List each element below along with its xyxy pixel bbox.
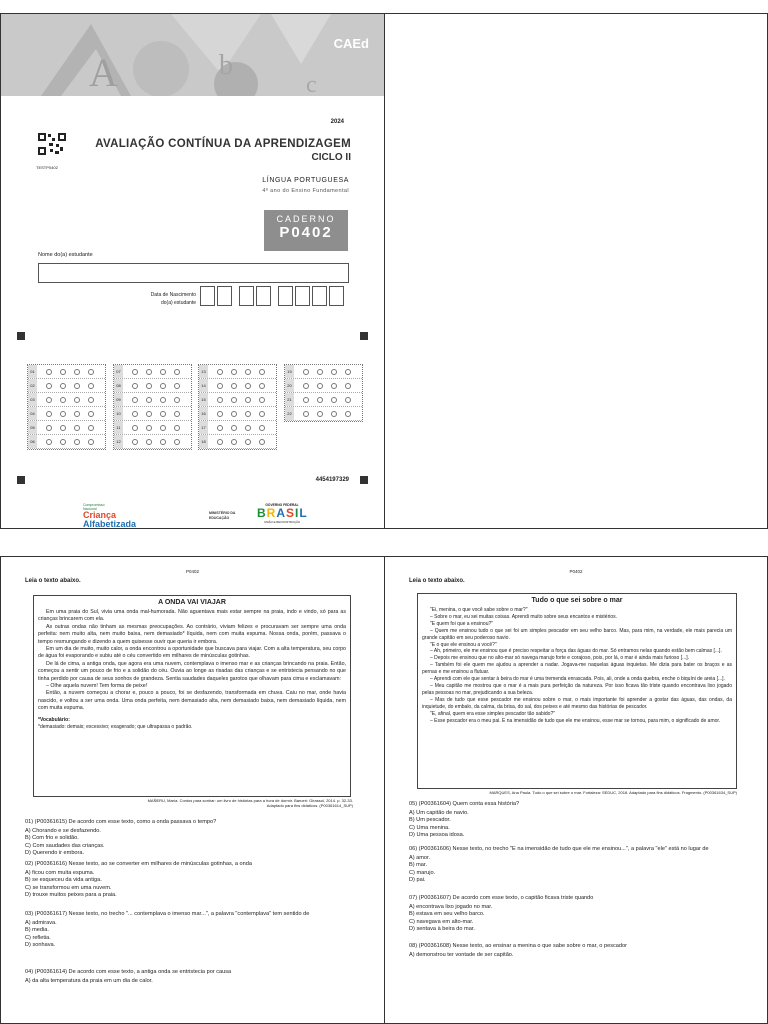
question-number: 12 (114, 435, 123, 448)
answer-bubble[interactable] (60, 425, 66, 431)
paragraph: – Meu capitão me mostrou que o mar é a mais pura perfeição da natureza. Por isso ficava tão triste quando encontrava lixo jogado pelas pessoas no mar, prejudicando a sua beleza. (422, 682, 732, 696)
gov-slogan: UNIÃO E RECONSTRUÇÃO (263, 520, 301, 524)
answer-bubble[interactable] (160, 369, 166, 375)
paragraph: – Sobre o mar, eu sei muitas coisas. Aprendi muito sobre seus encantos e mistérios. (430, 613, 618, 620)
answer-bubble[interactable] (345, 397, 351, 403)
question-stem: 06) (P00361606) Nesse texto, no trecho "E na imensidão de tudo que ele me ensinou...", a palavra "ele" está no lugar de (409, 846, 709, 852)
ministry-line1: MINISTÉRIO DA (209, 511, 236, 515)
question-stem: 05) (P00361604) Quem conta essa história? (409, 801, 520, 807)
question-number: 19 (285, 365, 294, 378)
text-source: MARQUES, Ana Paula. Tudo o que sei sobre o mar. Fortaleza: SEDUC, 2018. Adaptado para fins didáticos. Fragmento. (P00361634_SUP) (489, 790, 737, 795)
answer-bubble[interactable] (217, 383, 223, 389)
answer-bubble[interactable] (132, 397, 138, 403)
answer-option[interactable]: C) Com saudades das crianças. (25, 842, 105, 849)
answer-option[interactable]: B) estava em seu velho barco. (409, 911, 485, 918)
booklet-badge-label: CADERNO (276, 214, 336, 224)
question-number: 20 (285, 379, 294, 392)
answer-option[interactable]: B) media. (25, 927, 49, 934)
cover-page (0, 13, 385, 529)
answer-row (28, 379, 105, 393)
question-number: 02 (28, 379, 37, 392)
answer-option[interactable]: A) Um capitão de navio. (409, 809, 469, 816)
answer-bubble[interactable] (174, 439, 180, 445)
page-code: P0402 (185, 569, 199, 574)
booklet-badge-code: P0402 (279, 224, 333, 241)
paragraph: – Quem me ensinou tudo o que sei foi um simples pescador em seu velho barco. Mas, para mim, na verdade, ele mais parecia um grande capitão em seu poderoso navio. (422, 627, 732, 641)
answer-option[interactable]: C) refletia. (25, 934, 51, 941)
question-item (25, 911, 365, 950)
answer-bubble[interactable] (46, 369, 52, 375)
question-number: 08 (114, 379, 123, 392)
answer-column (27, 364, 106, 450)
answer-bubble[interactable] (303, 369, 309, 375)
answer-row (28, 435, 105, 449)
answer-bubble[interactable] (146, 425, 152, 431)
cover-banner (1, 14, 385, 96)
answer-bubble[interactable] (146, 369, 152, 375)
paragraph: Em uma praia do Sul, vivia uma onda mal-humorada. Não aguentava mais estar sempre na praia, indo e vindo, só para as crianças brincarem com ela. (38, 609, 346, 623)
answer-bubble[interactable] (88, 383, 94, 389)
answer-bubble[interactable] (88, 411, 94, 417)
answer-bubble[interactable] (317, 383, 323, 389)
answer-option[interactable]: A) amor. (409, 854, 431, 861)
answer-option[interactable]: D) trouxe muitos peixes para a praia. (25, 892, 117, 899)
answer-bubble[interactable] (259, 369, 265, 375)
dob-year-digit-4[interactable] (329, 286, 344, 306)
answer-bubble[interactable] (259, 439, 265, 445)
reading-text-box (417, 593, 737, 789)
paragraph: As outras ondas não tinham as mesmas preocupações. Ao contrário, viviam felizes e procuravam ser sempre uma onda perfeita: nem muito alta, nem muito baixa, nem demasiado* líquida, nem com muita espuma. Nossa onda, porém, passava o tempo resmungando e dizendo a quem quisesse ouvir que queria ir embora. (38, 623, 346, 645)
answer-row (28, 393, 105, 407)
gov-label: GOVERNO FEDERAL (265, 503, 299, 507)
dob-day-digit-2[interactable] (217, 286, 232, 306)
text-body (38, 609, 346, 713)
answer-option[interactable]: B) mar. (409, 862, 428, 869)
dob-year-digit-1[interactable] (278, 286, 293, 306)
answer-bubble[interactable] (317, 411, 323, 417)
question-item (25, 819, 365, 858)
dob-label-line2: do(a) estudante (160, 300, 196, 306)
reading-page-2 (384, 556, 768, 1024)
paragraph: – Olhe aquela nuvem! Tem forma de peixe! (46, 683, 148, 690)
answer-bubble[interactable] (217, 425, 223, 431)
program-name2: Alfabetizada (83, 519, 137, 529)
answer-bubble[interactable] (46, 439, 52, 445)
grade-label: 4º ano do Ensino Fundamental (262, 188, 349, 194)
governo-federal-logo (257, 503, 307, 524)
answer-row (199, 365, 276, 379)
program-line2: Nacional (83, 507, 97, 511)
question-stem: 08) (P00361608) Nesse texto, ao ensinar a menina o que sabe sobre o mar, o pescador (409, 943, 627, 949)
question-number: 14 (199, 379, 208, 392)
svg-text:A: A (89, 50, 118, 95)
answer-column (284, 364, 363, 422)
answer-bubble[interactable] (74, 411, 80, 417)
alignment-mark (360, 476, 368, 484)
answer-bubble[interactable] (60, 369, 66, 375)
question-number: 16 (199, 407, 208, 420)
answer-row (285, 407, 362, 421)
paragraph: – Ah, primeiro, ele me ensinou que é preciso respeitar a força das águas do mar. Só entramos nelas quando estão bem calmas [...]. (430, 648, 722, 655)
text-source-line2: Adaptado para fins didáticos. (P00361614_SUP) (266, 803, 353, 808)
answer-bubble[interactable] (245, 397, 251, 403)
question-number: 22 (285, 407, 294, 420)
paragraph: – Aprendi com ele que sentar à beira do mar é uma tremenda enrascada. Pois, ali, onde a onda quebra, enche o biquíni de areia [...]. (430, 676, 725, 683)
answer-row (114, 365, 191, 379)
question-item (25, 969, 365, 985)
question-number: 17 (199, 421, 208, 434)
question-number: 09 (114, 393, 123, 406)
answer-bubble[interactable] (174, 411, 180, 417)
paragraph: "E, afinal, quem era esse simples pescador tão sabido?" (430, 710, 556, 717)
answer-bubble[interactable] (160, 411, 166, 417)
paragraph: – Também foi ele quem me ajudou a aprender a nadar. Jogava-me naquelas águas inquietas. Me dizia para bater os braços e as pernas e me ensinou a flutuar. (422, 662, 732, 676)
answer-bubble[interactable] (345, 369, 351, 375)
answer-option[interactable]: D) Uma pessoa idosa. (409, 832, 465, 839)
question-stem: 07) (P00361607) De acordo com esse texto, o capitão ficava triste quando (409, 895, 594, 901)
text-title: A ONDA VAI VIAJAR (158, 599, 226, 606)
answer-bubble[interactable] (132, 369, 138, 375)
answer-row (28, 407, 105, 421)
answer-bubble[interactable] (88, 397, 94, 403)
answer-bubble[interactable] (245, 425, 251, 431)
answer-option[interactable]: A) encontrava lixo jogado no mar. (409, 903, 493, 910)
question-number: 03 (28, 393, 37, 406)
answer-bubble[interactable] (174, 383, 180, 389)
paragraph: De lá de cima, a antiga onda, que agora era uma nuvem, contemplava o imenso mar e as crianças brincando na praia. Então, começou a sentir um pouco de frio e a solidão do céu. Ouvia ao longe as risadas das crianças e se entristecia pensando no que tinha perdido por causa de seus sonhos de grandeza. Sentia saudades daqueles garotos que olhavam para cima e exclamavam: (38, 660, 346, 682)
answer-bubble[interactable] (231, 425, 237, 431)
answer-option[interactable]: C) marujo. (409, 869, 436, 876)
paragraph: Em um dia de muito, muito calor, a onda encontrou a oportunidade que buscava para viajar. Com a alta temperatura, seu corpo de água foi evaporando e subiu até o céu convertido em milhares de minúsculas gotinhas. (38, 646, 346, 660)
answer-bubble[interactable] (245, 439, 251, 445)
answer-bubble[interactable] (46, 397, 52, 403)
answer-bubble[interactable] (303, 411, 309, 417)
dob-label (131, 291, 196, 307)
answer-row (28, 365, 105, 379)
reading-page-1 (0, 556, 385, 1024)
answer-column (113, 364, 192, 450)
answer-bubble[interactable] (74, 369, 80, 375)
answer-row (114, 435, 191, 449)
answer-bubble[interactable] (174, 425, 180, 431)
evaluation-title: AVALIAÇÃO CONTÍNUA DA APRENDIZAGEM (95, 138, 351, 150)
question-item (409, 846, 749, 885)
question-number: 18 (199, 435, 208, 448)
answer-bubble[interactable] (231, 397, 237, 403)
question-stem: 02) (P00361616) Nesse texto, ao se converter em milhares de minúsculas gotinhas, a onda (25, 861, 252, 867)
alignment-mark (360, 332, 368, 340)
answer-bubble[interactable] (345, 383, 351, 389)
answer-option[interactable]: D) sentava à beira do mar. (409, 926, 475, 933)
answer-option[interactable]: D) Querendo ir embora. (25, 850, 85, 857)
answer-bubble[interactable] (88, 439, 94, 445)
answer-bubble[interactable] (60, 439, 66, 445)
reading-instruction: Leia o texto abaixo. (25, 578, 81, 584)
answer-bubble[interactable] (174, 369, 180, 375)
answer-bubble[interactable] (345, 411, 351, 417)
answer-bubble[interactable] (74, 425, 80, 431)
answer-bubble[interactable] (160, 425, 166, 431)
answer-bubble[interactable] (331, 397, 337, 403)
question-stem: 01) (P00361615) De acordo com esse texto, como a onda passava o tempo? (25, 819, 217, 825)
reading-instruction: Leia o texto abaixo. (409, 578, 465, 584)
answer-bubble[interactable] (74, 383, 80, 389)
answer-bubble[interactable] (132, 383, 138, 389)
text-title: Tudo o que sei sobre o mar (531, 597, 623, 604)
answer-bubble[interactable] (160, 439, 166, 445)
answer-bubble[interactable] (146, 383, 152, 389)
answer-bubble[interactable] (317, 369, 323, 375)
crianca-alfabetizada-logo (83, 503, 158, 529)
answer-row (114, 421, 191, 435)
answer-option[interactable]: B) se esqueceu da vida antiga. (25, 877, 102, 884)
program-line1: Compromisso (83, 503, 105, 507)
answer-bubble[interactable] (217, 397, 223, 403)
dob-label-line1: Data de Nascimento (150, 292, 196, 298)
answer-option[interactable]: A) da alta temperatura da praia em um dia de calor. (25, 977, 153, 984)
svg-text:b: b (219, 50, 233, 81)
answer-option[interactable]: C) se transformou em uma nuvem. (25, 884, 112, 891)
answer-bubble[interactable] (331, 383, 337, 389)
answer-row (114, 393, 191, 407)
answer-bubble[interactable] (245, 383, 251, 389)
dob-year-digit-3[interactable] (312, 286, 327, 306)
test-id: TESTP0402 (36, 165, 58, 170)
ministry-line2: EDUCAÇÃO (209, 515, 230, 520)
answer-option[interactable]: A) ficou com muita espuma. (25, 869, 95, 876)
dob-month-digit-1[interactable] (239, 286, 254, 306)
answer-row (199, 435, 276, 449)
answer-bubble[interactable] (146, 411, 152, 417)
answer-row (285, 379, 362, 393)
answer-row (199, 421, 276, 435)
answer-bubble[interactable] (231, 369, 237, 375)
vocabulary-title: *Vocabulário: (38, 716, 70, 723)
answer-bubble[interactable] (74, 439, 80, 445)
answer-bubble[interactable] (160, 383, 166, 389)
qr-code-icon (38, 133, 66, 155)
answer-column (198, 364, 277, 450)
dob-day-digit-1[interactable] (200, 286, 215, 306)
question-item (409, 801, 749, 840)
gov-name: BRASIL (257, 506, 308, 520)
question-number: 13 (199, 365, 208, 378)
dob-year-digit-2[interactable] (295, 286, 310, 306)
answer-option[interactable]: C) Uma menina. (409, 824, 450, 831)
cycle-title: CICLO II (311, 152, 351, 163)
answer-bubble[interactable] (46, 411, 52, 417)
question-number: 07 (114, 365, 123, 378)
answer-bubble[interactable] (231, 383, 237, 389)
text-source-line1: MAÑERU, María. Contos para sonhar: um livro de histórias para a hora de dormir. Barueri: Girassol, 2014. p. 32-33. (147, 798, 353, 803)
answer-bubble[interactable] (317, 397, 323, 403)
student-name-field[interactable] (38, 263, 349, 283)
answer-bubble[interactable] (259, 383, 265, 389)
answer-option[interactable]: D) pai. (409, 877, 426, 884)
answer-bubble[interactable] (88, 369, 94, 375)
answer-bubble[interactable] (259, 397, 265, 403)
text-body (422, 607, 732, 724)
answer-bubble[interactable] (74, 397, 80, 403)
answer-bubble[interactable] (217, 439, 223, 445)
page-code: P0402 (569, 569, 583, 574)
answer-bubble[interactable] (132, 425, 138, 431)
answer-bubble[interactable] (60, 383, 66, 389)
answer-option[interactable]: B) Com frio e solidão. (25, 835, 79, 842)
program-name1: Criança (83, 510, 117, 520)
dob-month-digit-2[interactable] (256, 286, 271, 306)
svg-text:c: c (306, 72, 317, 96)
alignment-mark (17, 476, 25, 484)
question-stem: 03) (P00361617) Nesse texto, no trecho "... contemplava o imenso mar...", a palavra "contemplava" tem sentido de (25, 911, 310, 917)
student-name-label: Nome do(a) estudante (38, 252, 93, 258)
year-label: 2024 (330, 119, 344, 125)
question-number: 05 (28, 421, 37, 434)
answer-bubble[interactable] (46, 425, 52, 431)
question-number: 21 (285, 393, 294, 406)
answer-bubble[interactable] (146, 439, 152, 445)
answer-bubble[interactable] (231, 439, 237, 445)
answer-bubble[interactable] (217, 411, 223, 417)
question-number: 11 (114, 421, 123, 434)
answer-option[interactable]: D) sonhava. (25, 942, 56, 949)
answer-bubble[interactable] (60, 411, 66, 417)
answer-bubble[interactable] (60, 397, 66, 403)
question-number: 01 (28, 365, 37, 378)
question-stem: 04) (P00361614) De acordo com esse texto, a antiga onda se entristecia por causa (25, 969, 232, 975)
answer-row (199, 379, 276, 393)
vocabulary-text: *demasiado: demais; excessivo; exagerado; que ultrapassa o padrão. (38, 724, 193, 731)
caed-logo: CAEd (333, 36, 369, 51)
answer-bubble[interactable] (160, 397, 166, 403)
answer-option[interactable]: C) navegava em alto-mar. (409, 918, 474, 925)
paragraph: "E quem foi que a ensinou?" (430, 620, 494, 627)
answer-row (199, 407, 276, 421)
answer-bubble[interactable] (217, 369, 223, 375)
answer-option[interactable]: B) Um pescador. (409, 817, 451, 824)
booklet-number: 4454197329 (315, 477, 349, 483)
answer-bubble[interactable] (88, 425, 94, 431)
answer-bubble[interactable] (245, 411, 251, 417)
answer-row (285, 393, 362, 407)
reading-text-box (33, 595, 351, 797)
answer-bubble[interactable] (259, 411, 265, 417)
paragraph: Então, a nuvem começou a chorar e, pouco a pouco, foi se desfazendo, transformada em chuva. Caiu no mar, onde havia nascido, e voltou a ser uma onda. Uma onda perfeita, nem demasiado alta, nem demasiado baixa, nem demasiado líquida, nem com muita espuma. (38, 690, 346, 712)
paragraph: – Mas de tudo que esse pescador me ensinou sobre o mar, o mais importante foi aprender a gostar das águas, das ondas, da inquietude, do embalo, da calma, da brisa, do sal, dos peixes e até mesmo das histórias de pescador. (422, 696, 732, 710)
answer-bubble[interactable] (303, 397, 309, 403)
paragraph: – Depois me ensinou que no alto-mar só navega marujo forte e corajoso, pois, por lá, o mar é ainda mais furioso [...]. (430, 655, 690, 662)
question-number: 06 (28, 435, 37, 448)
question-item (409, 895, 749, 934)
answer-row (114, 407, 191, 421)
answer-bubble[interactable] (231, 411, 237, 417)
alignment-mark (17, 332, 25, 340)
answer-option[interactable]: A) demonstrou ter vontade de ser capitão. (409, 951, 514, 958)
question-number: 10 (114, 407, 123, 420)
answer-bubble[interactable] (46, 383, 52, 389)
vocabulary (38, 717, 346, 732)
answer-bubble[interactable] (132, 411, 138, 417)
question-number: 15 (199, 393, 208, 406)
answer-row (28, 421, 105, 435)
blank-page (385, 13, 768, 529)
answer-row (285, 365, 362, 379)
banner-letters-graphic (1, 14, 385, 96)
answer-bubble[interactable] (132, 439, 138, 445)
answer-option[interactable]: A) admirava. (25, 919, 57, 926)
answer-bubble[interactable] (146, 397, 152, 403)
answer-bubble[interactable] (331, 369, 337, 375)
question-item (409, 943, 749, 959)
question-number: 04 (28, 407, 37, 420)
answer-bubble[interactable] (303, 383, 309, 389)
answer-option[interactable]: A) Chorando e se desfazendo. (25, 827, 101, 834)
answer-bubble[interactable] (259, 425, 265, 431)
answer-row (199, 393, 276, 407)
answer-bubble[interactable] (174, 397, 180, 403)
answer-bubble[interactable] (331, 411, 337, 417)
answer-bubble[interactable] (245, 369, 251, 375)
paragraph: – Esse pescador era o meu pai. E na imensidão de tudo que ele me ensinou, esse mar se tornou, para mim, o significado de amor. (430, 717, 721, 724)
answer-row (114, 379, 191, 393)
question-item (25, 861, 365, 900)
paragraph: "Ei, menina, o que você sabe sobre o mar?" (430, 607, 528, 613)
text-source (31, 798, 353, 808)
paragraph: "E o que ele ensinou a você?" (430, 641, 497, 648)
booklet-badge (264, 210, 348, 251)
ministry-logo (209, 511, 249, 520)
subject-label: LÍNGUA PORTUGUESA (262, 177, 349, 184)
